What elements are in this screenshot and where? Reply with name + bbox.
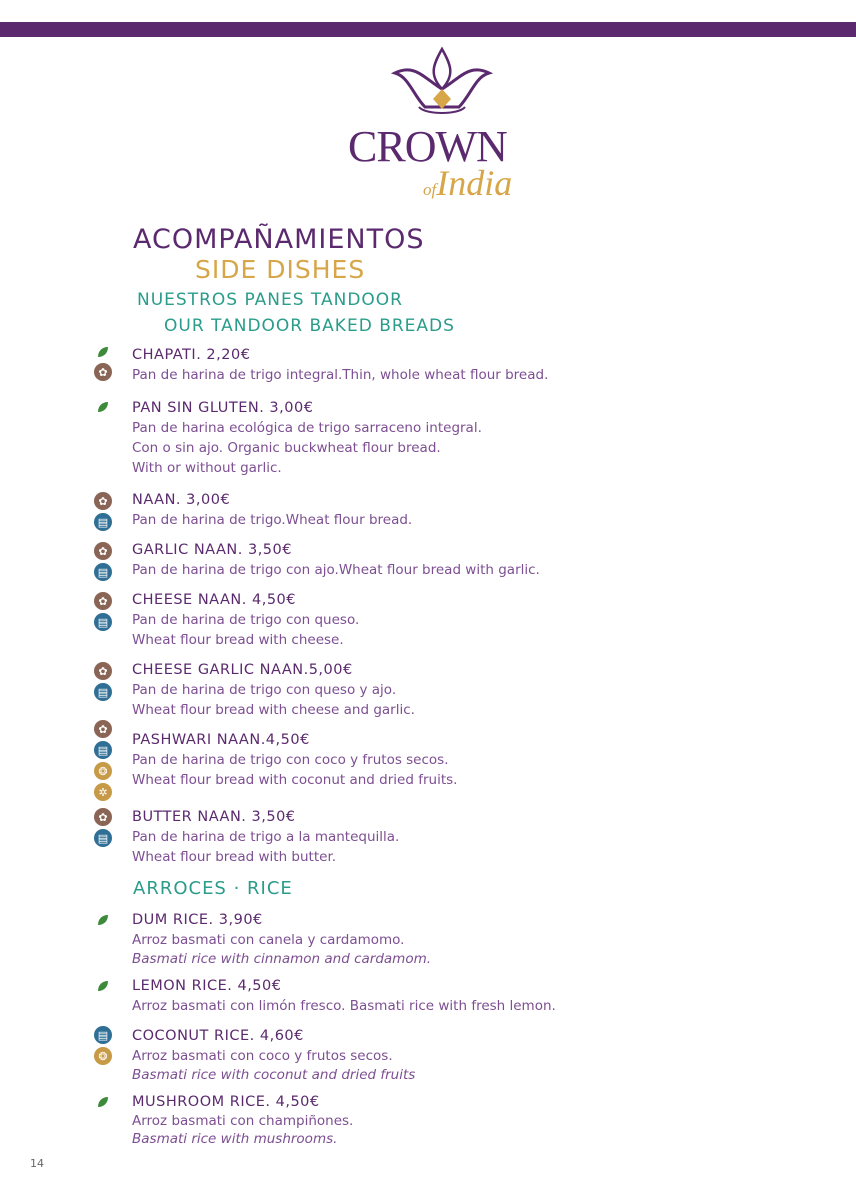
brand-tagline-of: of bbox=[423, 180, 437, 199]
gluten-icon: ✿ bbox=[94, 808, 112, 826]
vegan-leaf-icon bbox=[94, 399, 112, 415]
menu-item-butter-naan bbox=[132, 807, 399, 867]
menu-item-desc: Pan de harina de trigo a la mantequilla. bbox=[132, 829, 400, 845]
icons-chapati bbox=[94, 344, 114, 384]
icons-naan bbox=[94, 492, 114, 534]
menu-item-desc: Arroz basmati con limón fresco. Basmati rice with fresh lemon. bbox=[132, 998, 556, 1014]
menu-item-desc: Pan de harina de trigo integral.Thin, whole wheat flour bread. bbox=[132, 367, 549, 383]
dairy-icon: ▤ bbox=[94, 613, 112, 631]
menu-item-title: PAN SIN GLUTEN. 3,00€ bbox=[132, 400, 314, 416]
menu-item-title: CHEESE NAAN. 4,50€ bbox=[132, 592, 296, 608]
logo bbox=[340, 45, 545, 210]
icons-garlic-naan bbox=[94, 542, 114, 584]
menu-item-title: LEMON RICE. 4,50€ bbox=[132, 978, 282, 994]
icons-cheese-naan bbox=[94, 592, 114, 634]
menu-item-desc: Pan de harina de trigo con queso. bbox=[132, 612, 360, 628]
menu-item-desc: Pan de harina ecológica de trigo sarraceno integral. bbox=[132, 420, 482, 436]
gluten-icon: ✿ bbox=[94, 492, 112, 510]
menu-item-desc: Pan de harina de trigo con coco y frutos secos. bbox=[132, 752, 449, 768]
heading-our-breads: OUR TANDOOR BAKED BREADS bbox=[164, 316, 455, 336]
icons-cheese-garlic-naan bbox=[94, 662, 114, 704]
menu-item-title: PASHWARI NAAN.4,50€ bbox=[132, 732, 310, 748]
menu-item-cheese-garlic-naan bbox=[132, 660, 415, 720]
vegan-leaf-icon bbox=[94, 912, 112, 928]
gluten-icon: ✿ bbox=[94, 662, 112, 680]
menu-item-title: CHAPATI. 2,20€ bbox=[132, 347, 251, 363]
menu-item-title: BUTTER NAAN. 3,50€ bbox=[132, 809, 296, 825]
menu-item-desc: Pan de harina de trigo con ajo.Wheat flour bread with garlic. bbox=[132, 562, 540, 578]
vegan-leaf-icon bbox=[94, 344, 112, 360]
menu-item-desc: Con o sin ajo. Organic buckwheat flour bread. bbox=[132, 440, 441, 456]
nuts-icon: ❂ bbox=[94, 1047, 112, 1065]
heading-acompanamientos: ACOMPAÑAMIENTOS bbox=[133, 224, 425, 255]
menu-item-naan bbox=[132, 490, 412, 530]
dairy-icon: ▤ bbox=[94, 563, 112, 581]
menu-item-lemon-rice bbox=[132, 976, 556, 1016]
menu-item-mushroom-rice bbox=[132, 1092, 353, 1148]
peanut-icon: ✲ bbox=[94, 783, 112, 801]
menu-item-desc: With or without garlic. bbox=[132, 460, 282, 476]
dairy-icon: ▤ bbox=[94, 1026, 112, 1044]
menu-item-desc-en: Basmati rice with cinnamon and cardamom. bbox=[132, 951, 432, 967]
icons-butter-naan bbox=[94, 808, 114, 850]
menu-item-dum-rice bbox=[132, 910, 431, 968]
menu-item-desc: Pan de harina de trigo con queso y ajo. bbox=[132, 682, 397, 698]
dairy-icon: ▤ bbox=[94, 683, 112, 701]
menu-item-desc: Pan de harina de trigo.Wheat flour bread. bbox=[132, 512, 413, 528]
icons-pashwari-naan bbox=[94, 720, 114, 804]
menu-item-title: CHEESE GARLIC NAAN.5,00€ bbox=[132, 662, 353, 678]
nuts-icon: ❂ bbox=[94, 762, 112, 780]
menu-item-cheese-naan bbox=[132, 590, 359, 650]
dairy-icon: ▤ bbox=[94, 829, 112, 847]
menu-item-title: MUSHROOM RICE. 4,50€ bbox=[132, 1094, 320, 1110]
menu-item-title: GARLIC NAAN. 3,50€ bbox=[132, 542, 292, 558]
dairy-icon: ▤ bbox=[94, 741, 112, 759]
menu-item-title: NAAN. 3,00€ bbox=[132, 492, 231, 508]
gluten-icon: ✿ bbox=[94, 363, 112, 381]
menu-item-chapati bbox=[132, 345, 548, 385]
brand-tagline bbox=[423, 165, 512, 201]
menu-item-desc: Wheat flour bread with coconut and dried fruits. bbox=[132, 772, 458, 788]
menu-item-garlic-naan bbox=[132, 540, 540, 580]
page-number: 14 bbox=[30, 1157, 44, 1170]
icons-mushroom-rice bbox=[94, 1094, 114, 1113]
gluten-icon: ✿ bbox=[94, 592, 112, 610]
icons-pan-sin-gluten bbox=[94, 399, 114, 418]
gluten-icon: ✿ bbox=[94, 542, 112, 560]
vegan-leaf-icon bbox=[94, 978, 112, 994]
icons-dum-rice bbox=[94, 912, 114, 931]
heading-side-dishes: SIDE DISHES bbox=[195, 255, 366, 284]
menu-item-pashwari-naan bbox=[132, 730, 457, 790]
brand-tagline-india: India bbox=[436, 163, 513, 203]
crown-logo-icon bbox=[385, 45, 500, 125]
brand-name: CROWN bbox=[348, 122, 507, 171]
menu-item-pan-sin-gluten bbox=[132, 398, 482, 478]
icons-lemon-rice bbox=[94, 978, 114, 997]
top-bar bbox=[0, 22, 856, 37]
heading-arroces-rice: ARROCES · RICE bbox=[133, 878, 293, 899]
menu-item-desc: Wheat flour bread with cheese and garlic. bbox=[132, 702, 415, 718]
vegan-leaf-icon bbox=[94, 1094, 112, 1110]
dairy-icon: ▤ bbox=[94, 513, 112, 531]
gluten-icon: ✿ bbox=[94, 720, 112, 738]
menu-item-desc: Arroz basmati con coco y frutos secos. bbox=[132, 1048, 393, 1064]
menu-item-desc-en: Basmati rice with coconut and dried fruits bbox=[132, 1067, 416, 1083]
menu-item-title: DUM RICE. 3,90€ bbox=[132, 912, 263, 928]
menu-item-desc: Arroz basmati con champiñones. bbox=[132, 1113, 354, 1129]
menu-item-title: COCONUT RICE. 4,60€ bbox=[132, 1028, 304, 1044]
heading-nuestros-panes: NUESTROS PANES TANDOOR bbox=[137, 290, 403, 310]
icons-coconut-rice bbox=[94, 1026, 114, 1068]
menu-item-desc: Wheat flour bread with butter. bbox=[132, 849, 337, 865]
menu-item-coconut-rice bbox=[132, 1026, 415, 1084]
menu-item-desc: Arroz basmati con canela y cardamomo. bbox=[132, 932, 405, 948]
menu-item-desc-en: Basmati rice with mushrooms. bbox=[132, 1131, 338, 1147]
menu-item-desc: Wheat flour bread with cheese. bbox=[132, 632, 344, 648]
